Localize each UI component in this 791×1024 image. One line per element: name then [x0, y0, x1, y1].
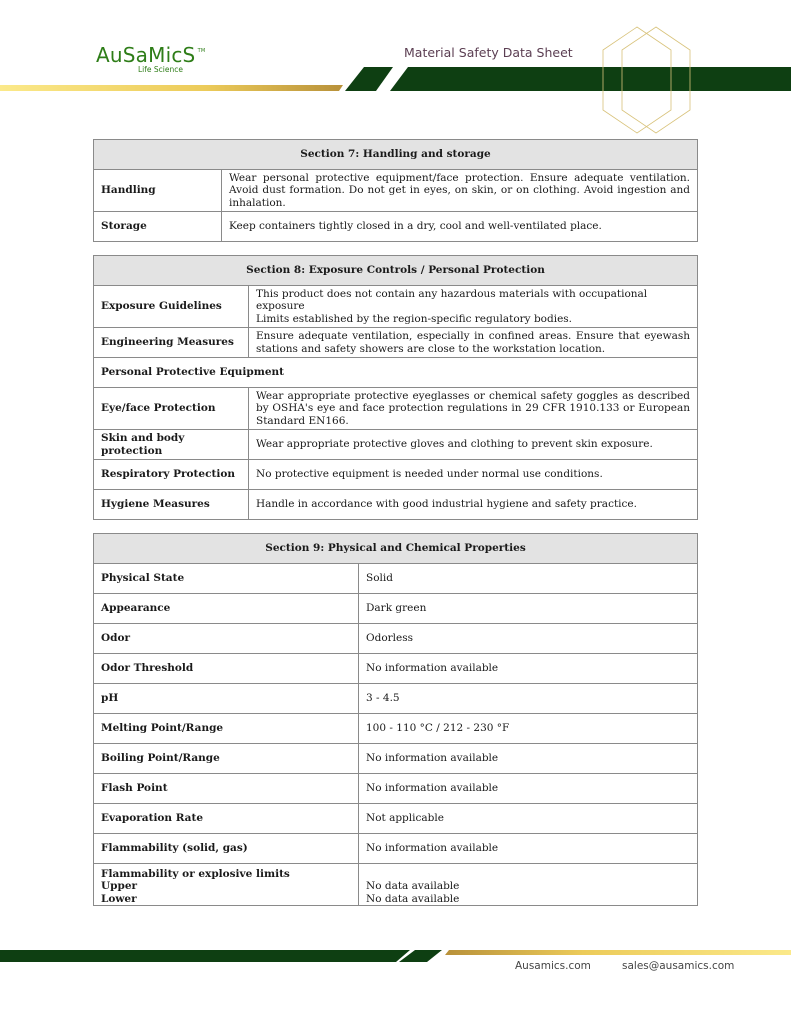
table-row: [94, 286, 698, 328]
lower-value: No data available: [366, 892, 460, 905]
row-value: [249, 286, 698, 328]
header-green-bar: [390, 67, 791, 91]
table-row: [94, 430, 698, 460]
table-row: [94, 834, 698, 864]
table-row: [94, 212, 698, 242]
row-label: Engineering Measures: [94, 328, 249, 358]
limits-label: Flammability or explosive limits: [101, 867, 290, 880]
row-value: Ensure adequate ventilation, especially in confined areas. Ensure that eyewash stations and safety showers are close to the workstation location.: [249, 328, 698, 358]
row-value: Wear appropriate protective gloves and clothing to prevent skin exposure.: [249, 430, 698, 460]
company-logo: [96, 43, 206, 74]
row-label: pH: [94, 684, 359, 714]
table-row: [94, 594, 698, 624]
row-value: No information available: [359, 654, 698, 684]
trademark-mark: TM: [197, 48, 206, 54]
row-value: 100 - 110 °C / 212 - 230 °F: [359, 714, 698, 744]
row-label: Physical State: [94, 564, 359, 594]
logo-text: AuSaMicS: [96, 43, 196, 67]
section-8-title: Section 8: Exposure Controls / Personal Protection: [94, 256, 698, 286]
row-value: Handle in accordance with good industrial hygiene and safety practice.: [249, 490, 698, 520]
document-title: Material Safety Data Sheet: [404, 45, 573, 60]
row-label: Handling: [94, 170, 222, 212]
table-row: [94, 684, 698, 714]
section-8-table: [93, 255, 698, 520]
row-label: Hygiene Measures: [94, 490, 249, 520]
table-row: [94, 624, 698, 654]
row-value: No information available: [359, 834, 698, 864]
table-row: [94, 388, 698, 430]
row-label: Exposure Guidelines: [94, 286, 249, 328]
row-value: Solid: [359, 564, 698, 594]
row-label: Skin and body protection: [94, 430, 249, 460]
section-7-title: Section 7: Handling and storage: [94, 140, 698, 170]
row-value: No information available: [359, 744, 698, 774]
section-7-table: [93, 139, 698, 242]
upper-value: No data available: [366, 880, 460, 892]
section-9-table: [93, 533, 698, 906]
upper-label: Upper: [101, 880, 138, 892]
row-value: Odorless: [359, 624, 698, 654]
footer-decoration: [0, 940, 791, 962]
row-value: No protective equipment is needed under normal use conditions.: [249, 460, 698, 490]
logo-subtitle: Life Science: [138, 65, 183, 74]
header-gold-stripe: [0, 85, 343, 91]
row-label: Boiling Point/Range: [94, 744, 359, 774]
row-label: Eye/face Protection: [94, 388, 249, 430]
section-9-title: Section 9: Physical and Chemical Properties: [94, 534, 698, 564]
row-value: [359, 864, 698, 906]
row-value: No information available: [359, 774, 698, 804]
row-label: Flash Point: [94, 774, 359, 804]
table-row: [94, 744, 698, 774]
row-label: Flammability (solid, gas): [94, 834, 359, 864]
row-label: Melting Point/Range: [94, 714, 359, 744]
table-row: [94, 460, 698, 490]
website-link[interactable]: Ausamics.com: [515, 960, 591, 972]
table-row: [94, 774, 698, 804]
row-label: Respiratory Protection: [94, 460, 249, 490]
row-label: Storage: [94, 212, 222, 242]
table-row: [94, 564, 698, 594]
page-header: [0, 0, 791, 135]
row-value: Wear personal protective equipment/face protection. Ensure adequate ventilation. Avoid dust formation. Do not get in eyes, on skin, or on clothing. Avoid ingestion and inhalation.: [222, 170, 698, 212]
row-value: 3 - 4.5: [359, 684, 698, 714]
ppe-heading: Personal Protective Equipment: [94, 358, 698, 388]
row-value: Keep containers tightly closed in a dry, cool and well-ventilated place.: [222, 212, 698, 242]
email-link[interactable]: sales@ausamics.com: [622, 960, 735, 972]
table-row: [94, 714, 698, 744]
row-value: Dark green: [359, 594, 698, 624]
table-row: [94, 170, 698, 212]
table-row: [94, 654, 698, 684]
row-label: Appearance: [94, 594, 359, 624]
row-label: Odor Threshold: [94, 654, 359, 684]
row-label: [94, 864, 359, 906]
row-label: Evaporation Rate: [94, 804, 359, 834]
table-row: [94, 864, 698, 906]
lower-label: Lower: [101, 892, 137, 905]
header-green-slash: [345, 67, 393, 91]
value-line: This product does not contain any hazardous materials with occupational exposure: [256, 287, 648, 313]
table-row: [94, 358, 698, 388]
row-label: Odor: [94, 624, 359, 654]
footer-green-bar: [0, 950, 410, 962]
footer-gold-stripe: [445, 950, 791, 955]
table-row: [94, 490, 698, 520]
row-value: Wear appropriate protective eyeglasses or chemical safety goggles as described by OSHA's eye and face protection regulations in 29 CFR 1910.133 or European Standard EN166.: [249, 388, 698, 430]
row-value: Not applicable: [359, 804, 698, 834]
value-line: Limits established by the region-specific regulatory bodies.: [256, 312, 573, 325]
table-row: [94, 804, 698, 834]
table-row: [94, 328, 698, 358]
